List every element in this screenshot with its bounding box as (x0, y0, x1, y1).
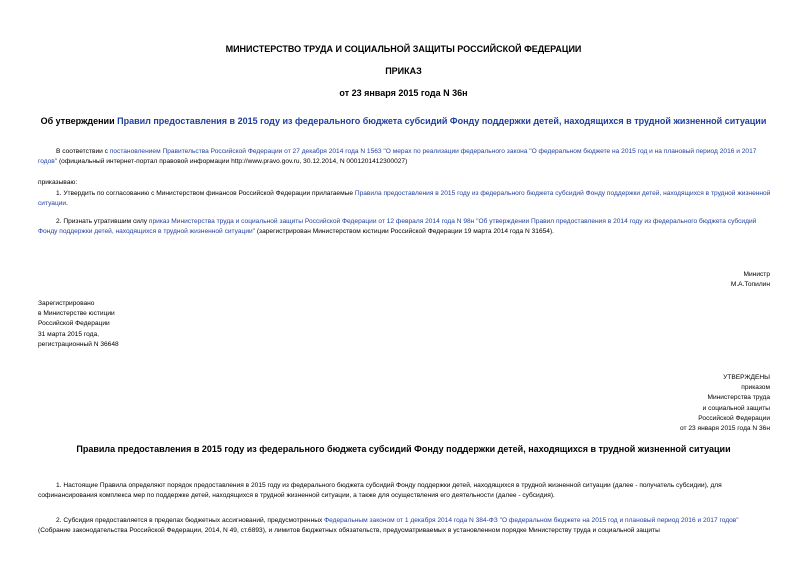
signature-name: М.А.Топилин (730, 281, 770, 289)
approved-line: УТВЕРЖДЕНЫ (723, 374, 770, 381)
order-title (0, 116, 807, 127)
rules-title: Правила предоставления в 2015 году из федерального бюджета субсидий Фонду поддержки детей, находящихся в трудной жизненной ситуации (76, 444, 731, 454)
preamble-text-1: В соответствии с (56, 148, 110, 155)
registration-block (38, 299, 119, 350)
rule-paragraph-2 (38, 516, 773, 536)
registration-line: 31 марта 2015 года, (38, 330, 99, 338)
rule-2-end: (Собрание законодательства Российской Федерации, 2014, N 49, ст.6893), и лимитов бюджетных обязательств, предусматриваемых в установленном порядке Министерству труда и социальной защиты (38, 527, 660, 535)
order-title-link[interactable]: Правил предоставления в 2015 году из федерального бюджета субсидий Фонду поддержки детей, находящихся в трудной жизненной ситуации (117, 116, 767, 126)
approved-block (560, 373, 770, 434)
registration-line: в Министерстве юстиции (38, 310, 115, 318)
preamble-paragraph (38, 147, 773, 167)
signature-block (560, 270, 770, 290)
approved-line: и социальной защиты (702, 404, 770, 412)
order-item-1-end: . (66, 200, 68, 208)
approved-line: Министерства труда (707, 394, 770, 402)
preamble-text-2: (официальный интернет-портал правовой информации http://www.pravo.gov.ru, 30.12.2014, N 0001201412300027) (57, 158, 408, 166)
order-item-2-text: 2. Признать утратившим силу (56, 218, 149, 225)
order-item-1-text: 1. Утвердить по согласованию с Министерством финансов Российской Федерации прилагаемые (56, 190, 355, 197)
registration-line: Зарегистрировано (38, 300, 95, 307)
order-date-number: от 23 января 2015 года N 36н (339, 88, 468, 98)
doc-type-heading: ПРИКАЗ (385, 66, 422, 76)
preamble-decree-link[interactable]: постановлением Правительства Российской Федерации от 27 декабря 2014 года N 1563 "О мерах по реализации федерального закона "О федеральном бюджете на 2015 год и на плановый период 2016 и 2017 годов" (38, 148, 757, 166)
rule-2-law-link[interactable]: Федеральным законом от 1 декабря 2014 года N 384-ФЗ "О федеральном бюджете на 2015 год и плановый период 2016 и 2017 годов" (324, 517, 739, 524)
registration-line: регистрационный N 36648 (38, 340, 119, 348)
order-item-2-order-link[interactable]: приказ Министерства труда и социальной защиты Российской Федерации от 12 февраля 2014 года N 98н "Об утверждении Правил предоставления в 2014 году из федерального бюджета субсидий Фонду поддержки детей, находящихся в трудной жизненной ситуации" (38, 218, 757, 236)
order-title-prefix: Об утверждении (40, 116, 118, 126)
approved-line: от 23 января 2015 года N 36н (679, 425, 770, 433)
rule-paragraph-1: 1. Настоящие Правила определяют порядок предоставления в 2015 году из федерального бюджета субсидий Фонду поддержки детей, находящихся в трудной жизненной ситуации (далее - получатель субсидии), для софинансирования комплекса мер по поддержке детей, находящихся в трудной жизненной ситуации, а также для осуществления его деятельности (далее - субсидия). (38, 482, 722, 500)
approved-line: приказом (741, 384, 770, 392)
order-item-1 (38, 189, 773, 209)
order-item-2 (38, 217, 773, 237)
registration-line: Российской Федерации (38, 320, 110, 328)
signature-position: Министр (743, 271, 770, 278)
order-word: приказываю: (38, 179, 78, 186)
order-item-2-end: (зарегистрирован Министерством юстиции Российской Федерации 19 марта 2014 года N 31654). (255, 228, 554, 236)
ministry-heading: МИНИСТЕРСТВО ТРУДА И СОЦИАЛЬНОЙ ЗАЩИТЫ РОССИЙСКОЙ ФЕДЕРАЦИИ (225, 44, 582, 54)
approved-line: Российской Федерации (698, 414, 770, 422)
order-item-1-rules-link[interactable]: Правила предоставления в 2015 году из федерального бюджета субсидий Фонду поддержки детей, находящихся в трудной жизненной ситуации (38, 190, 771, 208)
rule-2-text: 2. Субсидия предоставляется в пределах бюджетных ассигнований, предусмотренных (56, 517, 325, 524)
